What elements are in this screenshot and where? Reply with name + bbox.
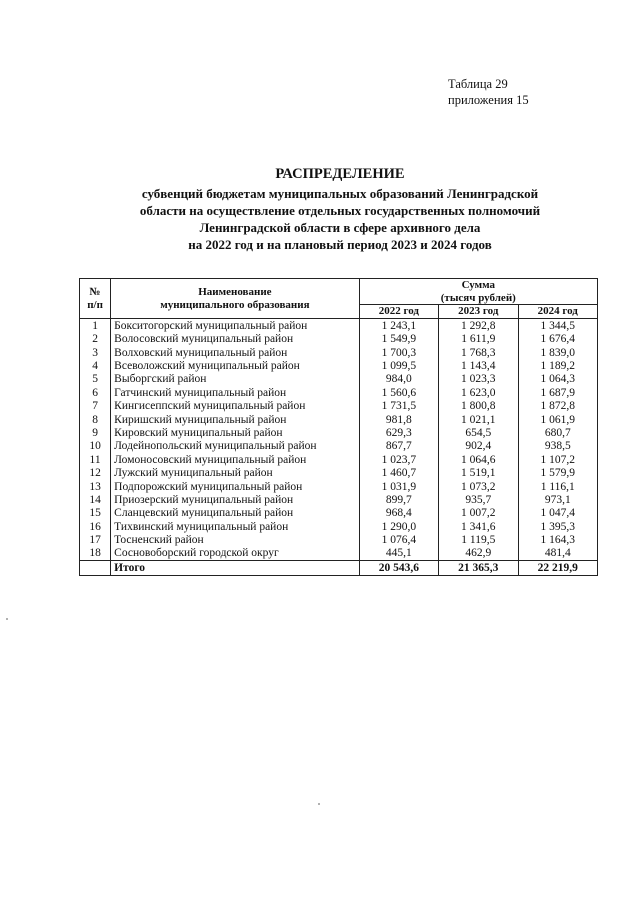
row-value-2024: 1 687,9 xyxy=(518,386,597,399)
row-value-2024: 1 189,2 xyxy=(518,360,597,373)
row-value-2024: 1 164,3 xyxy=(518,534,597,547)
row-value-2023: 462,9 xyxy=(439,547,518,561)
title-main: РАСПРЕДЕЛЕНИЕ xyxy=(275,166,405,182)
table-row xyxy=(80,440,598,453)
row-number: 18 xyxy=(80,547,111,561)
row-value-2023: 1 768,3 xyxy=(439,346,518,359)
total-2024: 22 219,9 xyxy=(518,561,597,575)
row-number: 9 xyxy=(80,427,111,440)
table-row xyxy=(80,346,598,359)
row-municipality: Кингисеппский муниципальный район xyxy=(111,400,359,413)
scan-speck xyxy=(318,803,320,805)
row-value-2023: 1 064,6 xyxy=(439,453,518,466)
total-row xyxy=(80,561,598,575)
row-municipality: Всеволожский муниципальный район xyxy=(111,360,359,373)
table-row xyxy=(80,360,598,373)
row-value-2023: 935,7 xyxy=(439,493,518,506)
row-value-2022: 899,7 xyxy=(359,493,438,506)
row-value-2023: 1 119,5 xyxy=(439,534,518,547)
row-value-2022: 1 290,0 xyxy=(359,520,438,533)
row-value-2022: 1 700,3 xyxy=(359,346,438,359)
row-value-2022: 867,7 xyxy=(359,440,438,453)
col-header-2024: 2024 год xyxy=(518,305,597,319)
row-value-2023: 1 292,8 xyxy=(439,319,518,333)
row-number: 8 xyxy=(80,413,111,426)
row-value-2023: 1 623,0 xyxy=(439,386,518,399)
row-municipality: Кировский муниципальный район xyxy=(111,427,359,440)
col-header-2022: 2022 год xyxy=(359,305,438,319)
row-value-2024: 1 064,3 xyxy=(518,373,597,386)
row-municipality: Лодейнопольский муниципальный район xyxy=(111,440,359,453)
row-value-2024: 1 344,5 xyxy=(518,319,597,333)
row-number: 1 xyxy=(80,319,111,333)
row-value-2023: 1 143,4 xyxy=(439,360,518,373)
row-number: 17 xyxy=(80,534,111,547)
row-value-2022: 1 023,7 xyxy=(359,453,438,466)
table-row xyxy=(80,386,598,399)
row-value-2024: 1 047,4 xyxy=(518,507,597,520)
row-value-2022: 984,0 xyxy=(359,373,438,386)
row-value-2023: 1 073,2 xyxy=(439,480,518,493)
row-number: 3 xyxy=(80,346,111,359)
col-header-sum: Сумма (тысяч рублей) xyxy=(359,279,597,305)
total-2022: 20 543,6 xyxy=(359,561,438,575)
table-row xyxy=(80,373,598,386)
col-header-2023: 2023 год xyxy=(439,305,518,319)
table-row xyxy=(80,467,598,480)
row-number: 15 xyxy=(80,507,111,520)
table-number: Таблица 29 xyxy=(448,77,508,91)
row-municipality: Ломоносовский муниципальный район xyxy=(111,453,359,466)
row-number: 16 xyxy=(80,520,111,533)
table-row xyxy=(80,493,598,506)
row-value-2022: 981,8 xyxy=(359,413,438,426)
row-value-2023: 654,5 xyxy=(439,427,518,440)
row-municipality: Киришский муниципальный район xyxy=(111,413,359,426)
row-number: 14 xyxy=(80,493,111,506)
table-row xyxy=(80,547,598,561)
row-value-2024: 1 872,8 xyxy=(518,400,597,413)
row-value-2022: 1 460,7 xyxy=(359,467,438,480)
total-2023: 21 365,3 xyxy=(439,561,518,575)
row-number: 6 xyxy=(80,386,111,399)
row-value-2024: 1 579,9 xyxy=(518,467,597,480)
row-value-2023: 1 800,8 xyxy=(439,400,518,413)
row-number: 7 xyxy=(80,400,111,413)
row-value-2024: 481,4 xyxy=(518,547,597,561)
appendix-number: приложения 15 xyxy=(448,93,529,107)
col-header-number: № п/п xyxy=(80,279,111,319)
row-value-2022: 968,4 xyxy=(359,507,438,520)
row-value-2024: 680,7 xyxy=(518,427,597,440)
row-value-2022: 629,3 xyxy=(359,427,438,440)
row-number: 10 xyxy=(80,440,111,453)
row-value-2024: 1 676,4 xyxy=(518,333,597,346)
row-municipality: Тихвинский муниципальный район xyxy=(111,520,359,533)
title-line-3: Ленинградской области в сфере архивного дела xyxy=(199,220,481,235)
table-row xyxy=(80,520,598,533)
row-municipality: Подпорожский муниципальный район xyxy=(111,480,359,493)
row-value-2023: 902,4 xyxy=(439,440,518,453)
distribution-table xyxy=(79,278,598,576)
scan-speck xyxy=(6,618,8,620)
table-reference xyxy=(448,76,529,108)
row-value-2022: 1 076,4 xyxy=(359,534,438,547)
row-value-2022: 1 549,9 xyxy=(359,333,438,346)
title-line-4: на 2022 год и на плановый период 2023 и 2024 годов xyxy=(188,237,492,252)
row-value-2022: 1 099,5 xyxy=(359,360,438,373)
row-value-2022: 1 031,9 xyxy=(359,480,438,493)
table-row xyxy=(80,480,598,493)
row-value-2023: 1 519,1 xyxy=(439,467,518,480)
title-line-1: субвенций бюджетам муниципальных образований Ленинградской xyxy=(141,186,539,201)
table-row xyxy=(80,534,598,547)
row-municipality: Волосовский муниципальный район xyxy=(111,333,359,346)
row-value-2022: 1 560,6 xyxy=(359,386,438,399)
row-municipality: Приозерский муниципальный район xyxy=(111,493,359,506)
table-row xyxy=(80,319,598,333)
row-number: 13 xyxy=(80,480,111,493)
row-municipality: Гатчинский муниципальный район xyxy=(111,386,359,399)
row-value-2022: 1 243,1 xyxy=(359,319,438,333)
row-value-2024: 1 395,3 xyxy=(518,520,597,533)
document-title xyxy=(80,166,600,253)
row-value-2023: 1 341,6 xyxy=(439,520,518,533)
row-value-2024: 1 116,1 xyxy=(518,480,597,493)
row-number: 4 xyxy=(80,360,111,373)
row-municipality: Лужский муниципальный район xyxy=(111,467,359,480)
col-header-name: Наименование муниципального образования xyxy=(111,279,359,319)
row-number: 5 xyxy=(80,373,111,386)
table-row xyxy=(80,453,598,466)
row-municipality: Выборгский район xyxy=(111,373,359,386)
row-number: 12 xyxy=(80,467,111,480)
table-row xyxy=(80,333,598,346)
row-value-2024: 1 061,9 xyxy=(518,413,597,426)
row-municipality: Сланцевский муниципальный район xyxy=(111,507,359,520)
table-row xyxy=(80,400,598,413)
row-value-2023: 1 007,2 xyxy=(439,507,518,520)
row-value-2024: 1 839,0 xyxy=(518,346,597,359)
row-value-2023: 1 611,9 xyxy=(439,333,518,346)
row-value-2023: 1 023,3 xyxy=(439,373,518,386)
row-value-2022: 445,1 xyxy=(359,547,438,561)
table-row xyxy=(80,427,598,440)
row-municipality: Сосновоборский городской округ xyxy=(111,547,359,561)
row-municipality: Тосненский район xyxy=(111,534,359,547)
table-row xyxy=(80,507,598,520)
row-value-2024: 938,5 xyxy=(518,440,597,453)
row-number: 11 xyxy=(80,453,111,466)
row-municipality: Волховский муниципальный район xyxy=(111,346,359,359)
row-value-2024: 1 107,2 xyxy=(518,453,597,466)
row-value-2023: 1 021,1 xyxy=(439,413,518,426)
table-row xyxy=(80,413,598,426)
row-value-2022: 1 731,5 xyxy=(359,400,438,413)
row-value-2024: 973,1 xyxy=(518,493,597,506)
row-municipality: Бокситогорский муниципальный район xyxy=(111,319,359,333)
row-number: 2 xyxy=(80,333,111,346)
title-line-2: области на осуществление отдельных государственных полномочий xyxy=(139,203,541,218)
total-label: Итого xyxy=(111,561,359,575)
